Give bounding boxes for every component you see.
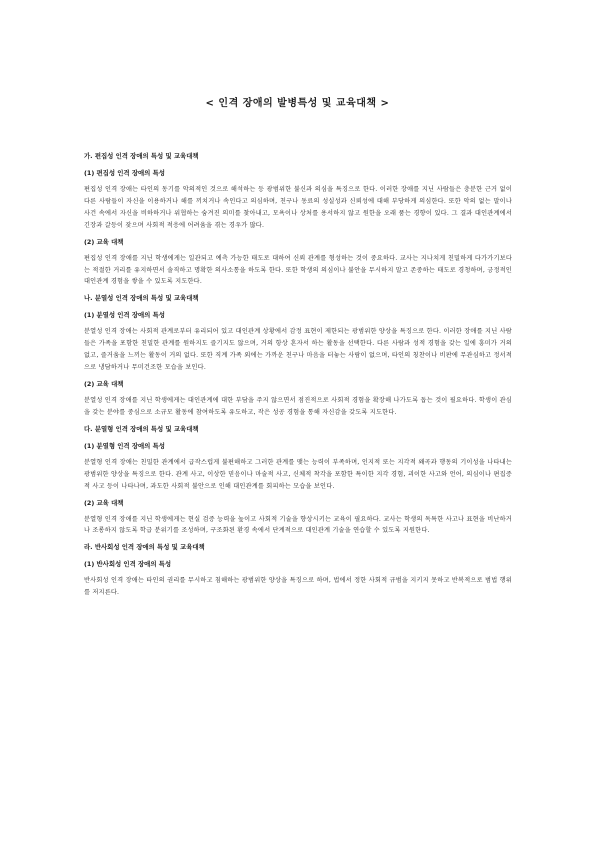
subsection-heading: (1) 분열성 인격 장애의 특성 [84,311,165,320]
subsection-heading: (1) 편집성 인격 장애의 특성 [84,169,165,177]
paragraph: 편집성 인격 장애는 타인의 동기를 악의적인 것으로 해석하는 등 광범위한 불신과 의심을 특징으로 한다. 이러한 장애를 지닌 사람들은 충분한 근거 없이 다른 사람들이 자신을 이용하거나 해를 끼치거나 속인다고 의심하며, 친구나 동료의 성실성과 신뢰성에 대해 부당하게 의심한다. 또한 악의 없는 말이나 사건 속에서 자신을 비하하거나 위협하는 숨겨진 의미를 찾아내고, 모욕이나 상처를 용서하지 않고 원한을 오래 품는 경향이 있다. 그 결과 대인관계에서 긴장과 갈등이 잦으며 사회적 적응에 어려움을 겪는 경우가 많다. [84,186,512,229]
section-heading: 나. 분열성 인격 장애의 특성 및 교육대책 [84,294,199,303]
subsection-heading: (1) 분열형 인격 장애의 특성 [84,441,165,450]
section-schizotypal [84,423,512,538]
document-body [84,148,512,603]
paragraph: 편집성 인격 장애를 지닌 학생에게는 일관되고 예측 가능한 태도로 대하여 신뢰 관계를 형성하는 것이 중요하다. 교사는 지나치게 친밀하게 다가가기보다는 적절한 거리를 유지하면서 솔직하고 명확한 의사소통을 하도록 한다. 또한 학생의 의심이나 불안을 무시하지 말고 존중하는 태도로 경청하며, 긍정적인 대인관계 경험을 쌓을 수 있도록 지도한다. [84,254,512,286]
subsection-heading: (2) 교육 대책 [84,379,124,388]
paragraph: 반사회성 인격 장애는 타인의 권리를 무시하고 침해하는 광범위한 양상을 특징으로 하며, 법에서 정한 사회적 규범을 지키지 못하고 반복적으로 범법 행위를 저지른다. [84,577,512,597]
section-heading: 라. 반사회성 인격 장애의 특성 및 교육대책 [84,543,205,552]
paragraph: 분열형 인격 장애를 지닌 학생에게는 현실 검증 능력을 높이고 사회적 기술을 향상시키는 교육이 필요하다. 교사는 학생의 독특한 사고나 표현을 비난하거나 조롱하지 않도록 학급 분위기를 조성하며, 구조화된 환경 속에서 단계적으로 대인관계 기술을 연습할 수 있도록 지원한다. [84,515,512,535]
section-schizoid [84,292,512,418]
paragraph: 분열성 인격 장애는 사회적 관계로부터 유리되어 있고 대인관계 상황에서 감정 표현이 제한되는 광범위한 양상을 특징으로 한다. 이러한 장애를 지닌 사람들은 가족을 포함한 친밀한 관계를 원하지도 즐기지도 않으며, 거의 항상 혼자서 하는 활동을 선택한다. 다른 사람과 성적 경험을 갖는 일에 흥미가 거의 없고, 즐거움을 느끼는 활동이 거의 없다. 또한 직계 가족 외에는 가까운 친구나 마음을 터놓는 사람이 없으며, 타인의 칭찬이나 비판에 무관심하고 정서적으로 냉담하거나 무미건조한 모습을 보인다. [84,328,512,372]
section-paranoid [84,150,512,288]
paragraph: 분열성 인격 장애를 지닌 학생에게는 대인관계에 대한 부담을 주지 않으면서 점진적으로 사회적 경험을 확장해 나가도록 돕는 것이 필요하다. 학생이 관심을 갖는 분야를 중심으로 소규모 활동에 참여하도록 유도하고, 작은 성공 경험을 통해 자신감을 갖도록 지도한다. [84,396,512,416]
subsection-heading: (2) 교육 대책 [84,237,124,246]
document-title: < 인격 장애의 발병특성 및 교육대책 > [205,98,390,109]
paragraph: 분열형 인격 장애는 친밀한 관계에서 급작스럽게 불편해하고 그러한 관계를 맺는 능력이 부족하며, 인지적 또는 지각적 왜곡과 행동의 기이성을 나타내는 광범위한 양상을 특징으로 한다. 관계 사고, 이상한 믿음이나 마술적 사고, 신체적 착각을 포함한 특이한 지각 경험, 괴이한 사고와 언어, 의심이나 편집증적 사고 등이 나타나며, 과도한 사회적 불안으로 인해 대인관계를 회피하는 모습을 보인다. [84,458,512,490]
subsection-heading: (1) 반사회성 인격 장애의 특성 [84,560,172,569]
subsection-heading: (2) 교육 대책 [84,498,124,507]
section-heading: 가. 편집성 인격 장애의 특성 및 교육대책 [84,152,199,160]
section-antisocial [84,541,512,599]
section-heading: 다. 분열형 인격 장애의 특성 및 교육대책 [84,424,199,433]
